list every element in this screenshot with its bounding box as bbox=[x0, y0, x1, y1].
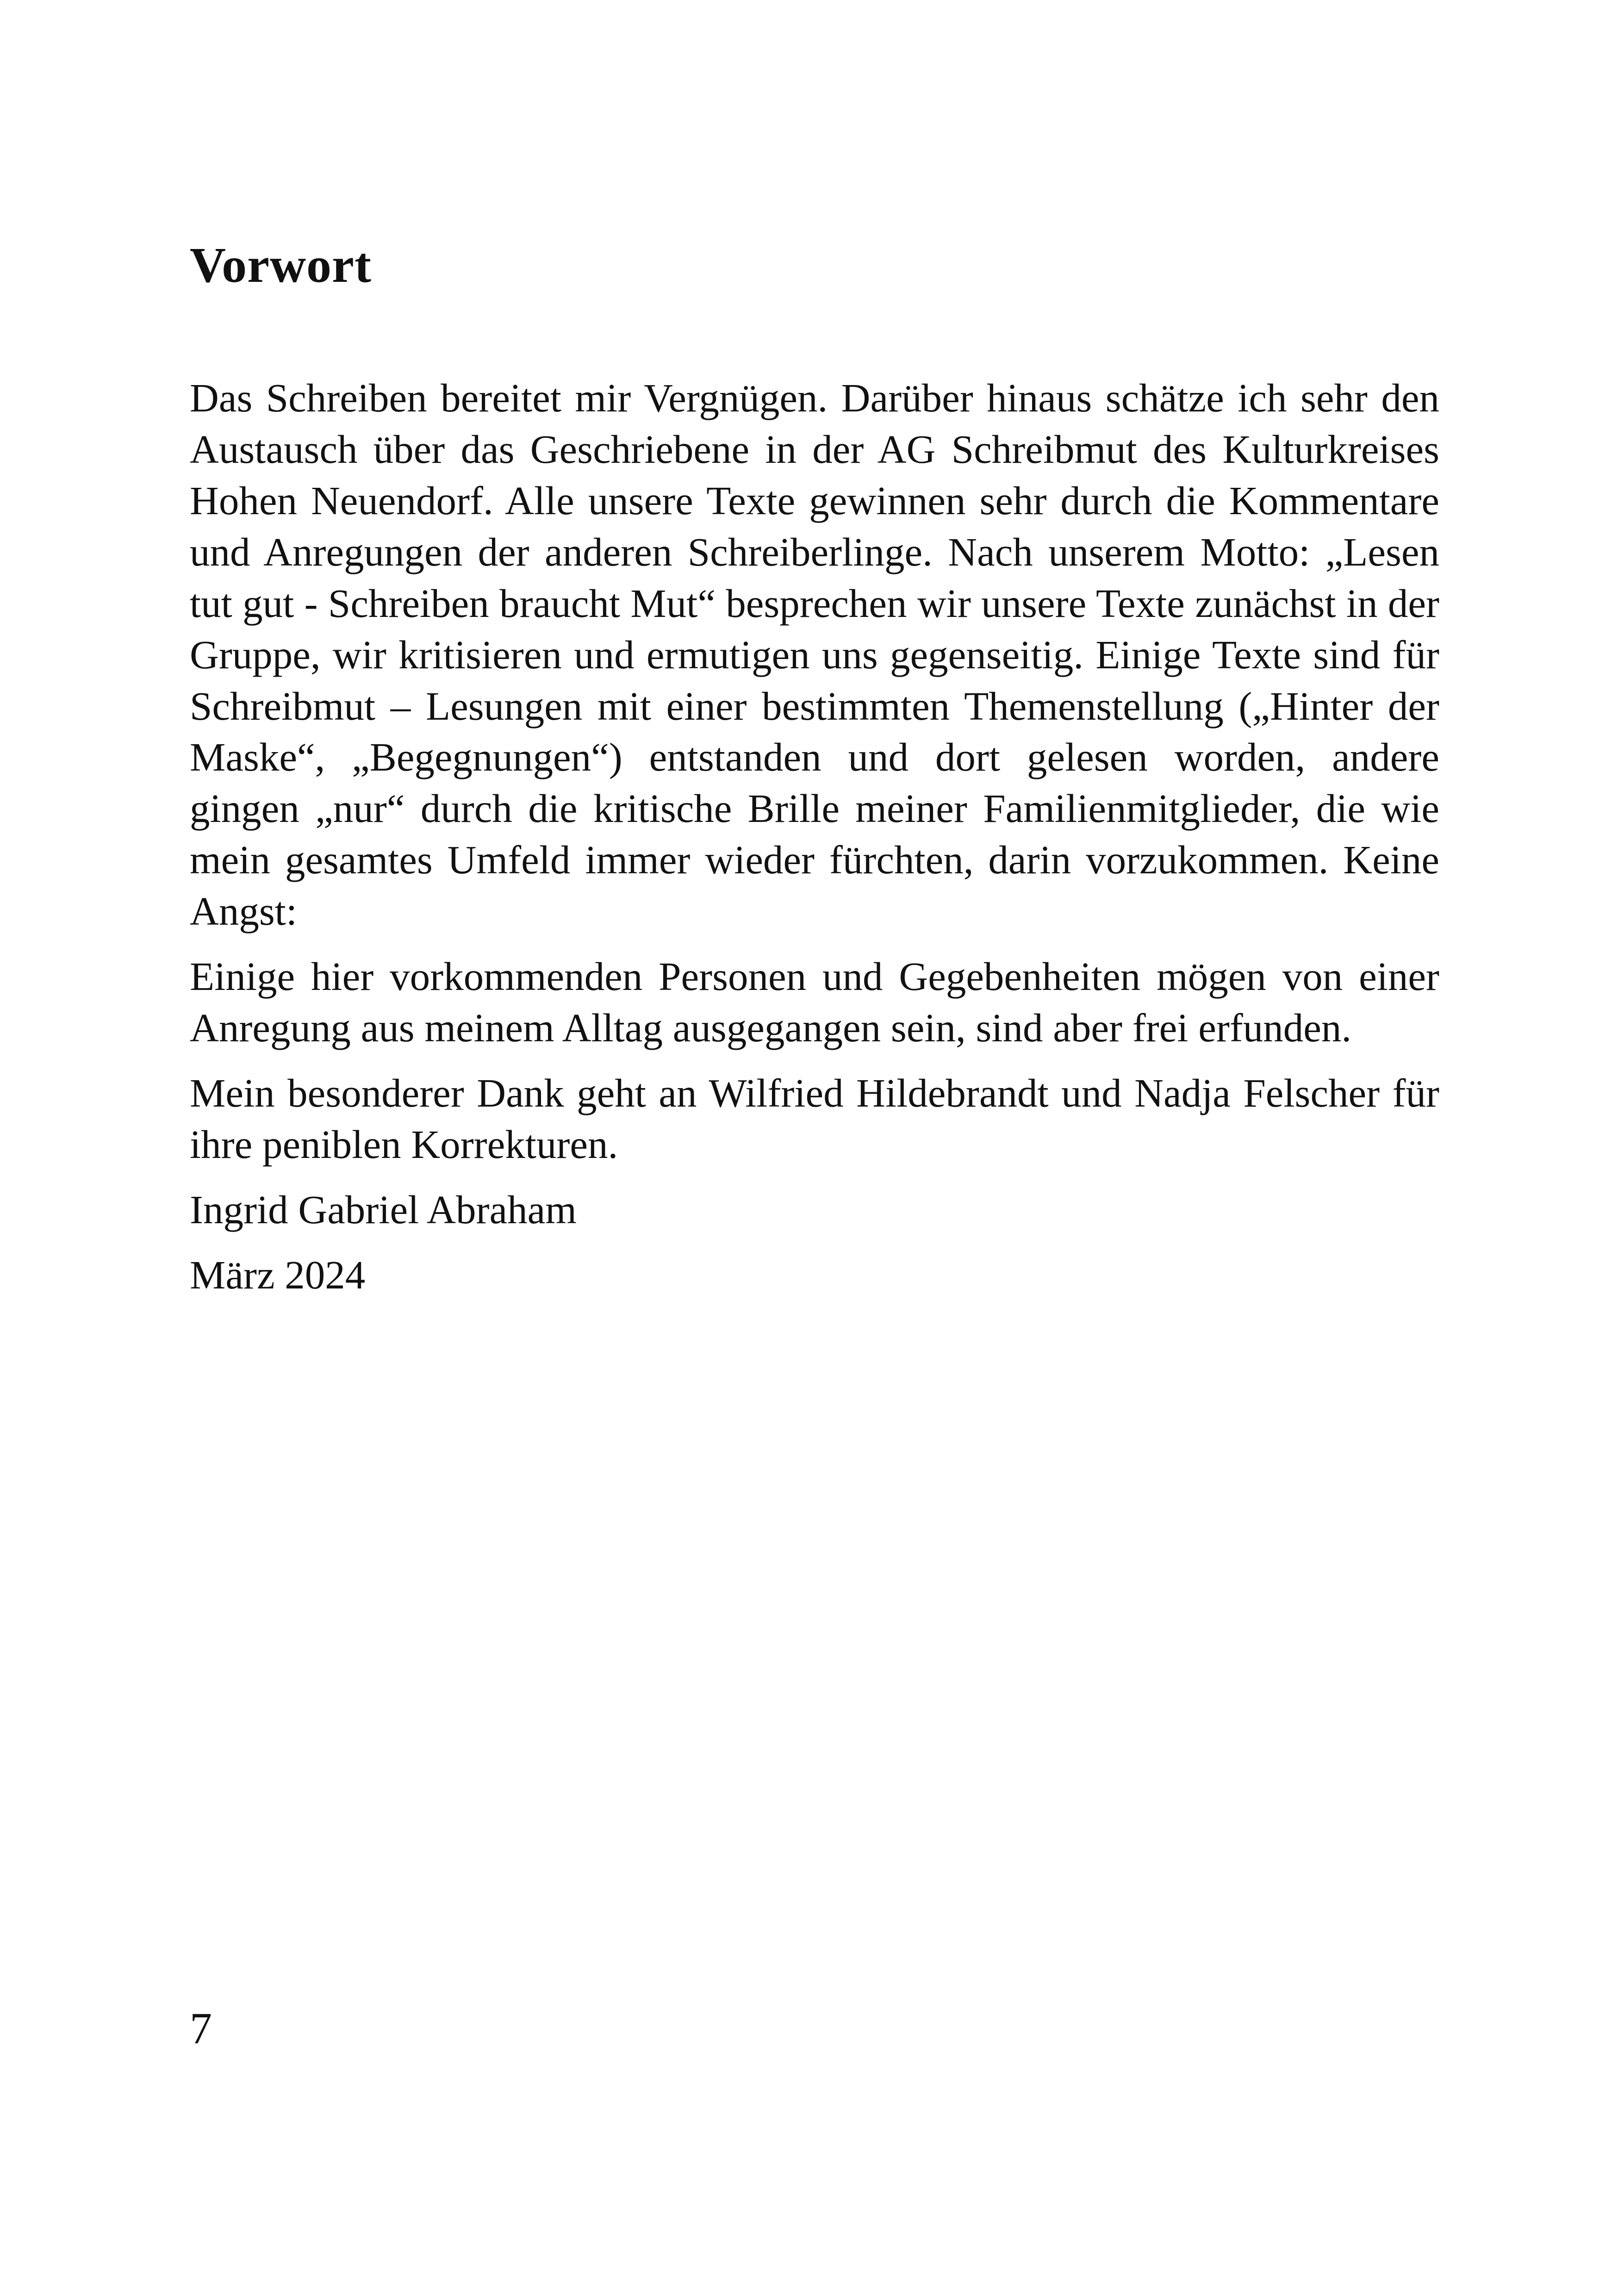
author-name: Ingrid Gabriel Abraham bbox=[190, 1187, 577, 1232]
date-line: März 2024 bbox=[190, 1252, 366, 1297]
paragraph-disclaimer: Einige hier vorkommenden Personen und Gegebenheiten mögen von einer Anregung aus meinem Alltag ausgegangen sein, sind aber frei erfunden. bbox=[190, 954, 1439, 1051]
paragraph-acknowledgement: Mein besonderer Dank geht an Wilfried Hildebrandt und Nadja Felscher für ihre peniblen Korrekturen. bbox=[190, 1070, 1439, 1167]
foreword-body bbox=[190, 373, 1439, 1315]
paragraph-intro: Das Schreiben bereitet mir Vergnügen. Darüber hinaus schätze ich sehr den Austausch über das Geschriebene in der AG Schreibmut des Kulturkreises Hohen Neuendorf. Alle unsere Texte gewinnen sehr durch die Kommentare und Anregungen der anderen Schreiberlinge. Nach unserem Motto: „Lesen tut gut - Schreiben braucht Mut“ besprechen wir unsere Texte zunächst in der Gruppe, wir kritisieren und ermutigen uns gegenseitig. Einige Texte sind für Schreibmut – Lesungen mit einer bestimmten Themenstellung („Hinter der Maske“, „Begegnungen“) entstanden und dort gelesen worden, andere gingen „nur“ durch die kritische Brille meiner Familienmitglieder, die wie mein gesamtes Umfeld immer wieder fürchten, darin vorzukommen. Keine Angst: bbox=[190, 375, 1439, 934]
page-title: Vorwort bbox=[190, 238, 372, 293]
page-number: 7 bbox=[190, 2004, 212, 2053]
